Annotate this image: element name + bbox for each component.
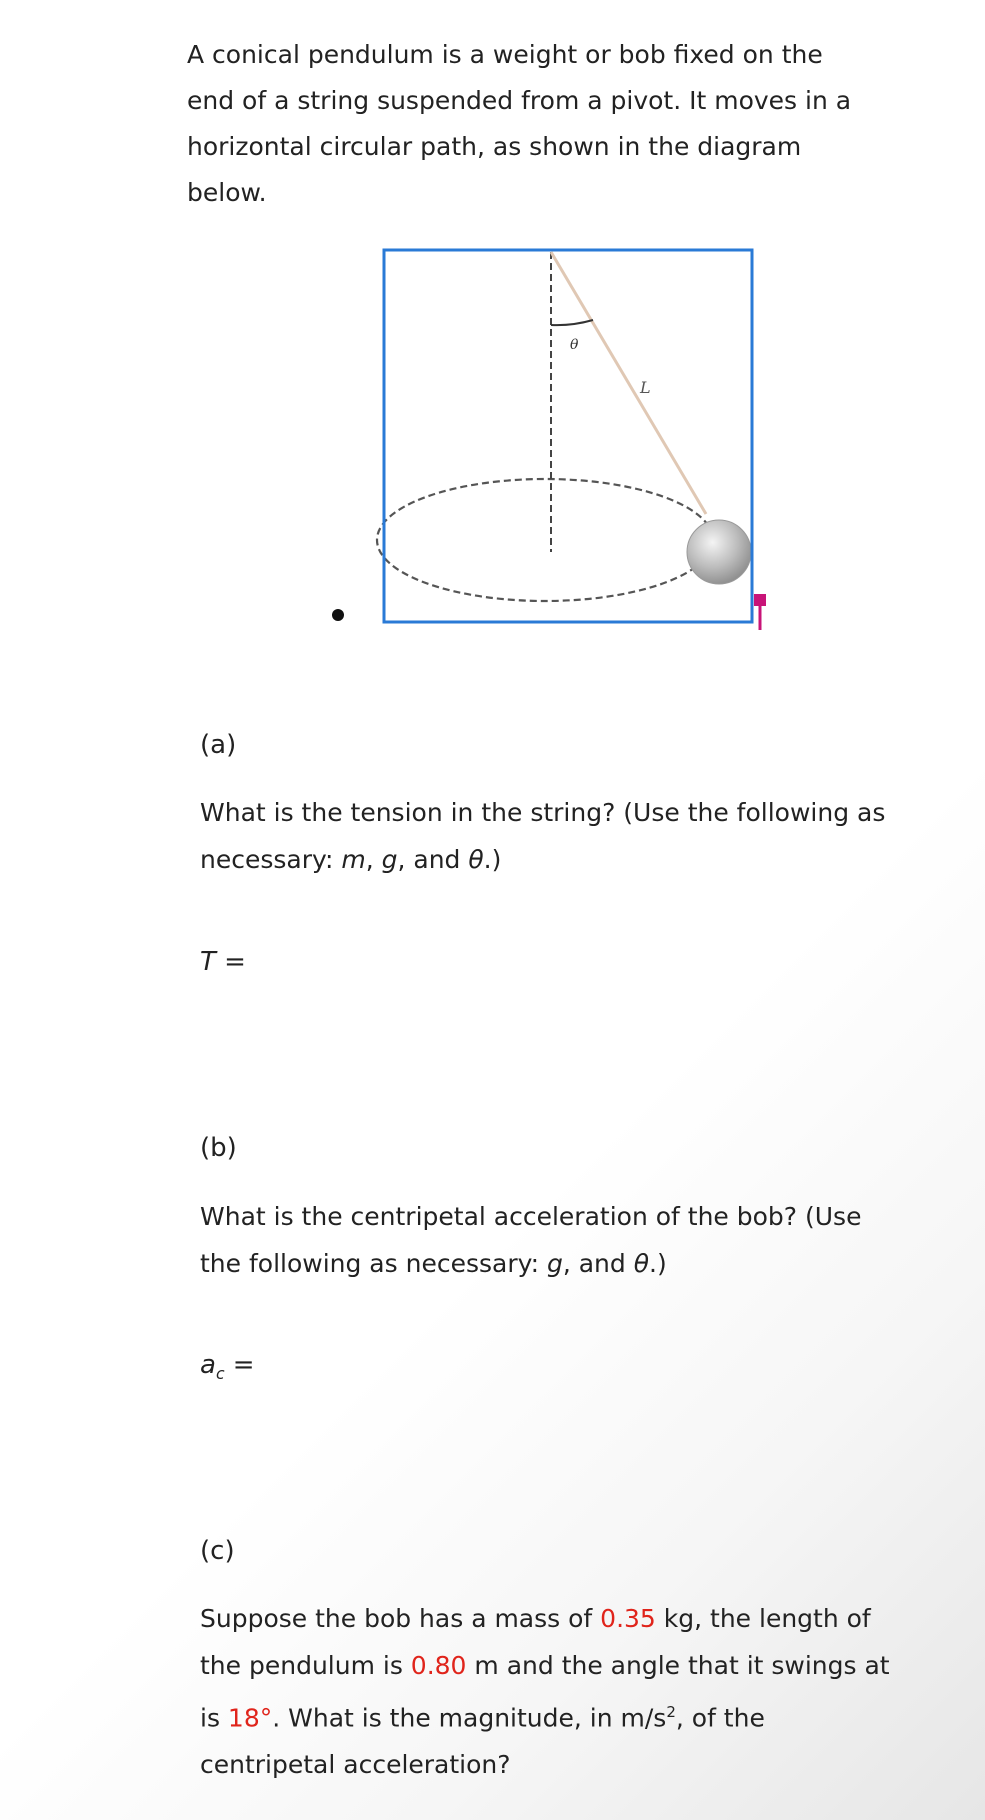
pendulum-diagram xyxy=(300,240,780,640)
angle-value: 18° xyxy=(227,1703,273,1733)
var-theta: θ xyxy=(468,845,484,874)
part-b-label: (b) xyxy=(200,1133,237,1163)
part-b-question: What is the centripetal acceleration of the bob? (Use the following as necessary: g, and θ.) xyxy=(200,1202,862,1278)
var-theta: θ xyxy=(633,1249,649,1278)
intro-paragraph: A conical pendulum is a weight or bob fixed on the end of a string suspended from a pivot. It moves in a horizontal circular path, as shown in the diagram below. xyxy=(187,40,852,207)
centripetal-answer-label: $a_c$ = xyxy=(200,1350,255,1384)
part-a-question: What is the tension in the string? (Use the following as necessary: m, g, and θ.) xyxy=(200,798,886,874)
length-label: L xyxy=(640,378,651,397)
part-c-label: (c) xyxy=(200,1536,235,1566)
pendulum-bob xyxy=(687,520,751,584)
mass-value: 0.35 xyxy=(600,1604,656,1633)
conical-pendulum-figure xyxy=(300,240,780,640)
pendulum-string xyxy=(551,252,706,514)
var-m: m xyxy=(341,845,366,874)
var-g: g xyxy=(546,1249,563,1278)
part-c-question: Suppose the bob has a mass of 0.35 kg, the length of the pendulum is 0.80 m and the angle that it swings at is 18°. What is the magnitude, in $m/s^2$, of the centripetal acceleration? xyxy=(200,1604,890,1780)
circular-path xyxy=(377,479,713,601)
theta-label: θ xyxy=(570,337,579,353)
anchor-dot[interactable] xyxy=(332,609,344,621)
part-a-label: (a) xyxy=(200,730,237,760)
tension-answer-label: T = xyxy=(200,947,246,977)
angle-arc xyxy=(551,320,593,325)
var-g: g xyxy=(381,845,398,874)
length-value: 0.80 xyxy=(410,1651,467,1680)
